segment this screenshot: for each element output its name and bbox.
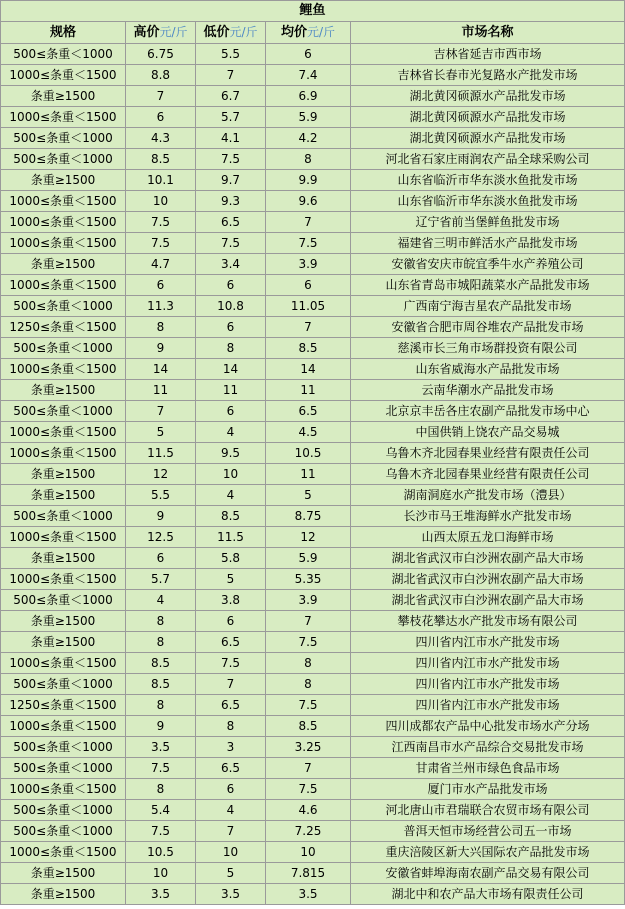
cell-spec: 500≤条重＜1000: [1, 737, 126, 758]
cell-high: 8: [126, 317, 196, 338]
cell-market: 慈溪市长三角市场群投资有限公司: [351, 338, 625, 359]
header-high: [126, 22, 196, 44]
cell-spec: 1000≤条重＜1500: [1, 233, 126, 254]
cell-avg: 7.5: [266, 632, 351, 653]
cell-low: 6.7: [196, 86, 266, 107]
cell-market: 福建省三明市鲜活水产品批发市场: [351, 233, 625, 254]
cell-high: 14: [126, 359, 196, 380]
cell-avg: 7.4: [266, 65, 351, 86]
cell-high: 7.5: [126, 821, 196, 842]
cell-low: 7: [196, 65, 266, 86]
table-row: [1, 191, 625, 212]
table-row: [1, 569, 625, 590]
cell-low: 7: [196, 674, 266, 695]
cell-high: 12: [126, 464, 196, 485]
cell-high: 10.1: [126, 170, 196, 191]
cell-market: 乌鲁木齐北园春果业经营有限责任公司: [351, 464, 625, 485]
table-row: [1, 653, 625, 674]
cell-spec: 1000≤条重＜1500: [1, 65, 126, 86]
cell-high: 5.5: [126, 485, 196, 506]
cell-avg: 5.9: [266, 548, 351, 569]
cell-market: 湖北中和农产品大市场有限责任公司: [351, 884, 625, 905]
cell-high: 9: [126, 506, 196, 527]
cell-avg: 7.5: [266, 233, 351, 254]
cell-low: 8: [196, 338, 266, 359]
cell-spec: 500≤条重＜1000: [1, 506, 126, 527]
cell-avg: 4.5: [266, 422, 351, 443]
cell-market: 河北唐山市君瑞联合农贸市场有限公司: [351, 800, 625, 821]
cell-low: 7.5: [196, 653, 266, 674]
cell-market: 辽宁省前当堡鲜鱼批发市场: [351, 212, 625, 233]
cell-spec: 条重≥1500: [1, 86, 126, 107]
header-spec: [1, 22, 126, 44]
cell-low: 7.5: [196, 233, 266, 254]
cell-market: 湖北省武汉市白沙洲农副产品大市场: [351, 569, 625, 590]
cell-spec: 条重≥1500: [1, 611, 126, 632]
cell-high: 11.3: [126, 296, 196, 317]
cell-low: 3.4: [196, 254, 266, 275]
cell-avg: 8: [266, 149, 351, 170]
cell-low: 3: [196, 737, 266, 758]
cell-avg: 8.5: [266, 338, 351, 359]
header-high-label: 高价: [133, 25, 160, 40]
cell-high: 6: [126, 275, 196, 296]
cell-low: 5: [196, 863, 266, 884]
table-row: [1, 380, 625, 401]
header-avg-unit: 元/斤: [306, 25, 336, 39]
cell-market: 四川省内江市水产批发市场: [351, 632, 625, 653]
cell-high: 8.5: [126, 653, 196, 674]
cell-market: 云南华潮水产品批发市场: [351, 380, 625, 401]
cell-low: 10: [196, 842, 266, 863]
cell-spec: 500≤条重＜1000: [1, 44, 126, 65]
table-row: [1, 149, 625, 170]
cell-low: 8.5: [196, 506, 266, 527]
cell-low: 6.5: [196, 758, 266, 779]
cell-avg: 7: [266, 212, 351, 233]
cell-avg: 6.9: [266, 86, 351, 107]
cell-market: 四川省内江市水产批发市场: [351, 674, 625, 695]
table-row: [1, 65, 625, 86]
table-row: [1, 779, 625, 800]
cell-market: 山东省威海水产品批发市场: [351, 359, 625, 380]
cell-low: 14: [196, 359, 266, 380]
cell-avg: 5.9: [266, 107, 351, 128]
cell-market: 山西太原五龙口海鲜市场: [351, 527, 625, 548]
table-title: 鲤鱼: [1, 1, 625, 22]
cell-avg: 8.75: [266, 506, 351, 527]
cell-low: 9.5: [196, 443, 266, 464]
cell-market: 山东省临沂市华东淡水鱼批发市场: [351, 170, 625, 191]
cell-avg: 6.5: [266, 401, 351, 422]
table-row: [1, 506, 625, 527]
cell-high: 8: [126, 611, 196, 632]
table-row: [1, 359, 625, 380]
table-row: [1, 863, 625, 884]
cell-low: 7: [196, 821, 266, 842]
cell-high: 7: [126, 86, 196, 107]
cell-spec: 500≤条重＜1000: [1, 128, 126, 149]
cell-spec: 500≤条重＜1000: [1, 674, 126, 695]
cell-avg: 11: [266, 464, 351, 485]
cell-high: 9: [126, 716, 196, 737]
cell-high: 3.5: [126, 737, 196, 758]
header-low-label: 低价: [203, 25, 230, 40]
cell-market: 河北省石家庄雨润农产品全球采购公司: [351, 149, 625, 170]
cell-market: 江西南昌市水产品综合交易批发市场: [351, 737, 625, 758]
cell-spec: 1250≤条重＜1500: [1, 317, 126, 338]
table-row: [1, 401, 625, 422]
cell-avg: 7: [266, 758, 351, 779]
cell-avg: 9.9: [266, 170, 351, 191]
cell-low: 3.8: [196, 590, 266, 611]
cell-market: 厦门市水产品批发市场: [351, 779, 625, 800]
cell-spec: 条重≥1500: [1, 380, 126, 401]
cell-high: 11: [126, 380, 196, 401]
cell-market: 湖北黄冈硕源水产品批发市场: [351, 107, 625, 128]
cell-avg: 6: [266, 275, 351, 296]
cell-high: 12.5: [126, 527, 196, 548]
cell-spec: 条重≥1500: [1, 863, 126, 884]
cell-market: 湖北黄冈硕源水产品批发市场: [351, 86, 625, 107]
cell-avg: 14: [266, 359, 351, 380]
table-row: [1, 695, 625, 716]
cell-spec: 500≤条重＜1000: [1, 758, 126, 779]
cell-spec: 条重≥1500: [1, 170, 126, 191]
cell-spec: 条重≥1500: [1, 548, 126, 569]
table-row: [1, 737, 625, 758]
cell-market: 湖北省武汉市白沙洲农副产品大市场: [351, 548, 625, 569]
cell-market: 安徽省合肥市周谷堆农产品批发市场: [351, 317, 625, 338]
header-low: [196, 22, 266, 44]
table-row: [1, 128, 625, 149]
table-row: [1, 170, 625, 191]
cell-avg: 6: [266, 44, 351, 65]
cell-high: 4.7: [126, 254, 196, 275]
table-row: [1, 107, 625, 128]
cell-avg: 7: [266, 611, 351, 632]
cell-high: 4.3: [126, 128, 196, 149]
cell-low: 6: [196, 275, 266, 296]
cell-high: 7.5: [126, 212, 196, 233]
cell-high: 8.5: [126, 674, 196, 695]
cell-high: 6: [126, 548, 196, 569]
cell-high: 4: [126, 590, 196, 611]
cell-spec: 500≤条重＜1000: [1, 821, 126, 842]
cell-avg: 11.05: [266, 296, 351, 317]
cell-low: 6.5: [196, 212, 266, 233]
table-row: [1, 716, 625, 737]
cell-avg: 4.6: [266, 800, 351, 821]
header-avg: [266, 22, 351, 44]
table-row: [1, 800, 625, 821]
cell-market: 攀枝花攀达水产批发市场有限公司: [351, 611, 625, 632]
cell-high: 7.5: [126, 233, 196, 254]
header-market-label: 市场名称: [461, 24, 514, 40]
cell-spec: 1000≤条重＜1500: [1, 359, 126, 380]
table-row: [1, 275, 625, 296]
table-row: [1, 254, 625, 275]
cell-avg: 8: [266, 653, 351, 674]
cell-avg: 3.9: [266, 590, 351, 611]
table-row: [1, 317, 625, 338]
table-row: [1, 674, 625, 695]
cell-market: 山东省临沂市华东淡水鱼批发市场: [351, 191, 625, 212]
cell-avg: 8: [266, 674, 351, 695]
cell-avg: 7.815: [266, 863, 351, 884]
table-title-row: [1, 1, 625, 22]
cell-low: 4: [196, 422, 266, 443]
cell-high: 5.7: [126, 569, 196, 590]
cell-low: 4.1: [196, 128, 266, 149]
cell-avg: 7: [266, 317, 351, 338]
header-row: [1, 22, 625, 44]
cell-avg: 3.5: [266, 884, 351, 905]
cell-high: 8: [126, 779, 196, 800]
cell-avg: 5.35: [266, 569, 351, 590]
cell-spec: 500≤条重＜1000: [1, 401, 126, 422]
cell-market: 广西南宁海吉星农产品批发市场: [351, 296, 625, 317]
cell-spec: 1000≤条重＜1500: [1, 716, 126, 737]
cell-spec: 1000≤条重＜1500: [1, 422, 126, 443]
cell-market: 湖北黄冈硕源水产品批发市场: [351, 128, 625, 149]
cell-spec: 1000≤条重＜1500: [1, 779, 126, 800]
header-market: [351, 22, 625, 44]
cell-market: 安徽省蚌埠海南农副产品交易有限公司: [351, 863, 625, 884]
cell-high: 10: [126, 191, 196, 212]
cell-low: 5.7: [196, 107, 266, 128]
cell-low: 11: [196, 380, 266, 401]
cell-low: 9.7: [196, 170, 266, 191]
cell-market: 吉林省长春市光复路水产批发市场: [351, 65, 625, 86]
table-row: [1, 821, 625, 842]
table-row: [1, 527, 625, 548]
cell-spec: 条重≥1500: [1, 254, 126, 275]
cell-avg: 3.9: [266, 254, 351, 275]
cell-spec: 1000≤条重＜1500: [1, 107, 126, 128]
cell-high: 8.5: [126, 149, 196, 170]
cell-high: 11.5: [126, 443, 196, 464]
cell-high: 8: [126, 632, 196, 653]
cell-spec: 500≤条重＜1000: [1, 338, 126, 359]
cell-low: 10.8: [196, 296, 266, 317]
cell-high: 7.5: [126, 758, 196, 779]
cell-market: 乌鲁木齐北园春果业经营有限责任公司: [351, 443, 625, 464]
cell-low: 5: [196, 569, 266, 590]
cell-spec: 1000≤条重＜1500: [1, 842, 126, 863]
cell-low: 5.8: [196, 548, 266, 569]
cell-low: 11.5: [196, 527, 266, 548]
table-row: [1, 842, 625, 863]
table-row: [1, 212, 625, 233]
cell-avg: 10.5: [266, 443, 351, 464]
cell-market: 安徽省安庆市皖宜季牛水产养殖公司: [351, 254, 625, 275]
cell-market: 北京京丰岳各庄农副产品批发市场中心: [351, 401, 625, 422]
cell-spec: 1000≤条重＜1500: [1, 653, 126, 674]
cell-spec: 1000≤条重＜1500: [1, 191, 126, 212]
cell-avg: 7.25: [266, 821, 351, 842]
cell-spec: 1250≤条重＜1500: [1, 695, 126, 716]
cell-spec: 1000≤条重＜1500: [1, 569, 126, 590]
cell-low: 3.5: [196, 884, 266, 905]
cell-spec: 1000≤条重＜1500: [1, 443, 126, 464]
cell-spec: 1000≤条重＜1500: [1, 527, 126, 548]
cell-spec: 条重≥1500: [1, 464, 126, 485]
cell-avg: 9.6: [266, 191, 351, 212]
cell-low: 4: [196, 485, 266, 506]
cell-high: 7: [126, 401, 196, 422]
cell-market: 普洱天恒市场经营公司五一市场: [351, 821, 625, 842]
header-spec-label: 规格: [49, 24, 76, 40]
table-row: [1, 296, 625, 317]
cell-low: 6.5: [196, 695, 266, 716]
table-row: [1, 548, 625, 569]
cell-market: 长沙市马王堆海鲜水产批发市场: [351, 506, 625, 527]
cell-low: 6: [196, 611, 266, 632]
cell-high: 6.75: [126, 44, 196, 65]
cell-high: 8: [126, 695, 196, 716]
cell-low: 7.5: [196, 149, 266, 170]
cell-low: 4: [196, 800, 266, 821]
table-row: [1, 884, 625, 905]
cell-market: 四川成都农产品中心批发市场水产分场: [351, 716, 625, 737]
table-row: [1, 611, 625, 632]
cell-low: 10: [196, 464, 266, 485]
table-row: [1, 632, 625, 653]
cell-high: 6: [126, 107, 196, 128]
cell-high: 8.8: [126, 65, 196, 86]
table-row: [1, 443, 625, 464]
cell-avg: 5: [266, 485, 351, 506]
cell-market: 四川省内江市水产批发市场: [351, 695, 625, 716]
cell-avg: 3.25: [266, 737, 351, 758]
cell-low: 6.5: [196, 632, 266, 653]
table-row: [1, 422, 625, 443]
cell-high: 5: [126, 422, 196, 443]
cell-avg: 4.2: [266, 128, 351, 149]
cell-spec: 条重≥1500: [1, 485, 126, 506]
cell-market: 湖南洞庭水产批发市场（澧县）: [351, 485, 625, 506]
cell-spec: 500≤条重＜1000: [1, 590, 126, 611]
cell-spec: 条重≥1500: [1, 632, 126, 653]
cell-low: 5.5: [196, 44, 266, 65]
cell-spec: 500≤条重＜1000: [1, 800, 126, 821]
cell-market: 四川省内江市水产批发市场: [351, 653, 625, 674]
cell-low: 6: [196, 317, 266, 338]
cell-spec: 500≤条重＜1000: [1, 296, 126, 317]
cell-market: 重庆涪陵区新大兴国际农产品批发市场: [351, 842, 625, 863]
table-row: [1, 86, 625, 107]
table-row: [1, 464, 625, 485]
cell-high: 10: [126, 863, 196, 884]
cell-low: 9.3: [196, 191, 266, 212]
cell-avg: 7.5: [266, 779, 351, 800]
cell-market: 山东省青岛市城阳蔬菜水产品批发市场: [351, 275, 625, 296]
cell-spec: 500≤条重＜1000: [1, 149, 126, 170]
table-row: [1, 233, 625, 254]
cell-avg: 10: [266, 842, 351, 863]
cell-spec: 1000≤条重＜1500: [1, 275, 126, 296]
cell-market: 中国供销上饶农产品交易城: [351, 422, 625, 443]
table-row: [1, 758, 625, 779]
cell-high: 9: [126, 338, 196, 359]
cell-avg: 12: [266, 527, 351, 548]
cell-market: 湖北省武汉市白沙洲农副产品大市场: [351, 590, 625, 611]
table-row: [1, 44, 625, 65]
table-row: [1, 485, 625, 506]
cell-avg: 7.5: [266, 695, 351, 716]
cell-low: 6: [196, 401, 266, 422]
cell-spec: 条重≥1500: [1, 884, 126, 905]
table-row: [1, 590, 625, 611]
cell-high: 5.4: [126, 800, 196, 821]
header-high-unit: 元/斤: [159, 25, 188, 39]
cell-market: 甘肃省兰州市绿色食品市场: [351, 758, 625, 779]
table-body: [1, 44, 625, 905]
cell-avg: 8.5: [266, 716, 351, 737]
cell-avg: 11: [266, 380, 351, 401]
cell-low: 6: [196, 779, 266, 800]
cell-high: 10.5: [126, 842, 196, 863]
cell-low: 8: [196, 716, 266, 737]
header-avg-label: 均价: [280, 25, 307, 40]
table-row: [1, 338, 625, 359]
cell-market: 吉林省延吉市西市场: [351, 44, 625, 65]
cell-high: 3.5: [126, 884, 196, 905]
cell-spec: 1000≤条重＜1500: [1, 212, 126, 233]
header-low-unit: 元/斤: [229, 25, 258, 39]
